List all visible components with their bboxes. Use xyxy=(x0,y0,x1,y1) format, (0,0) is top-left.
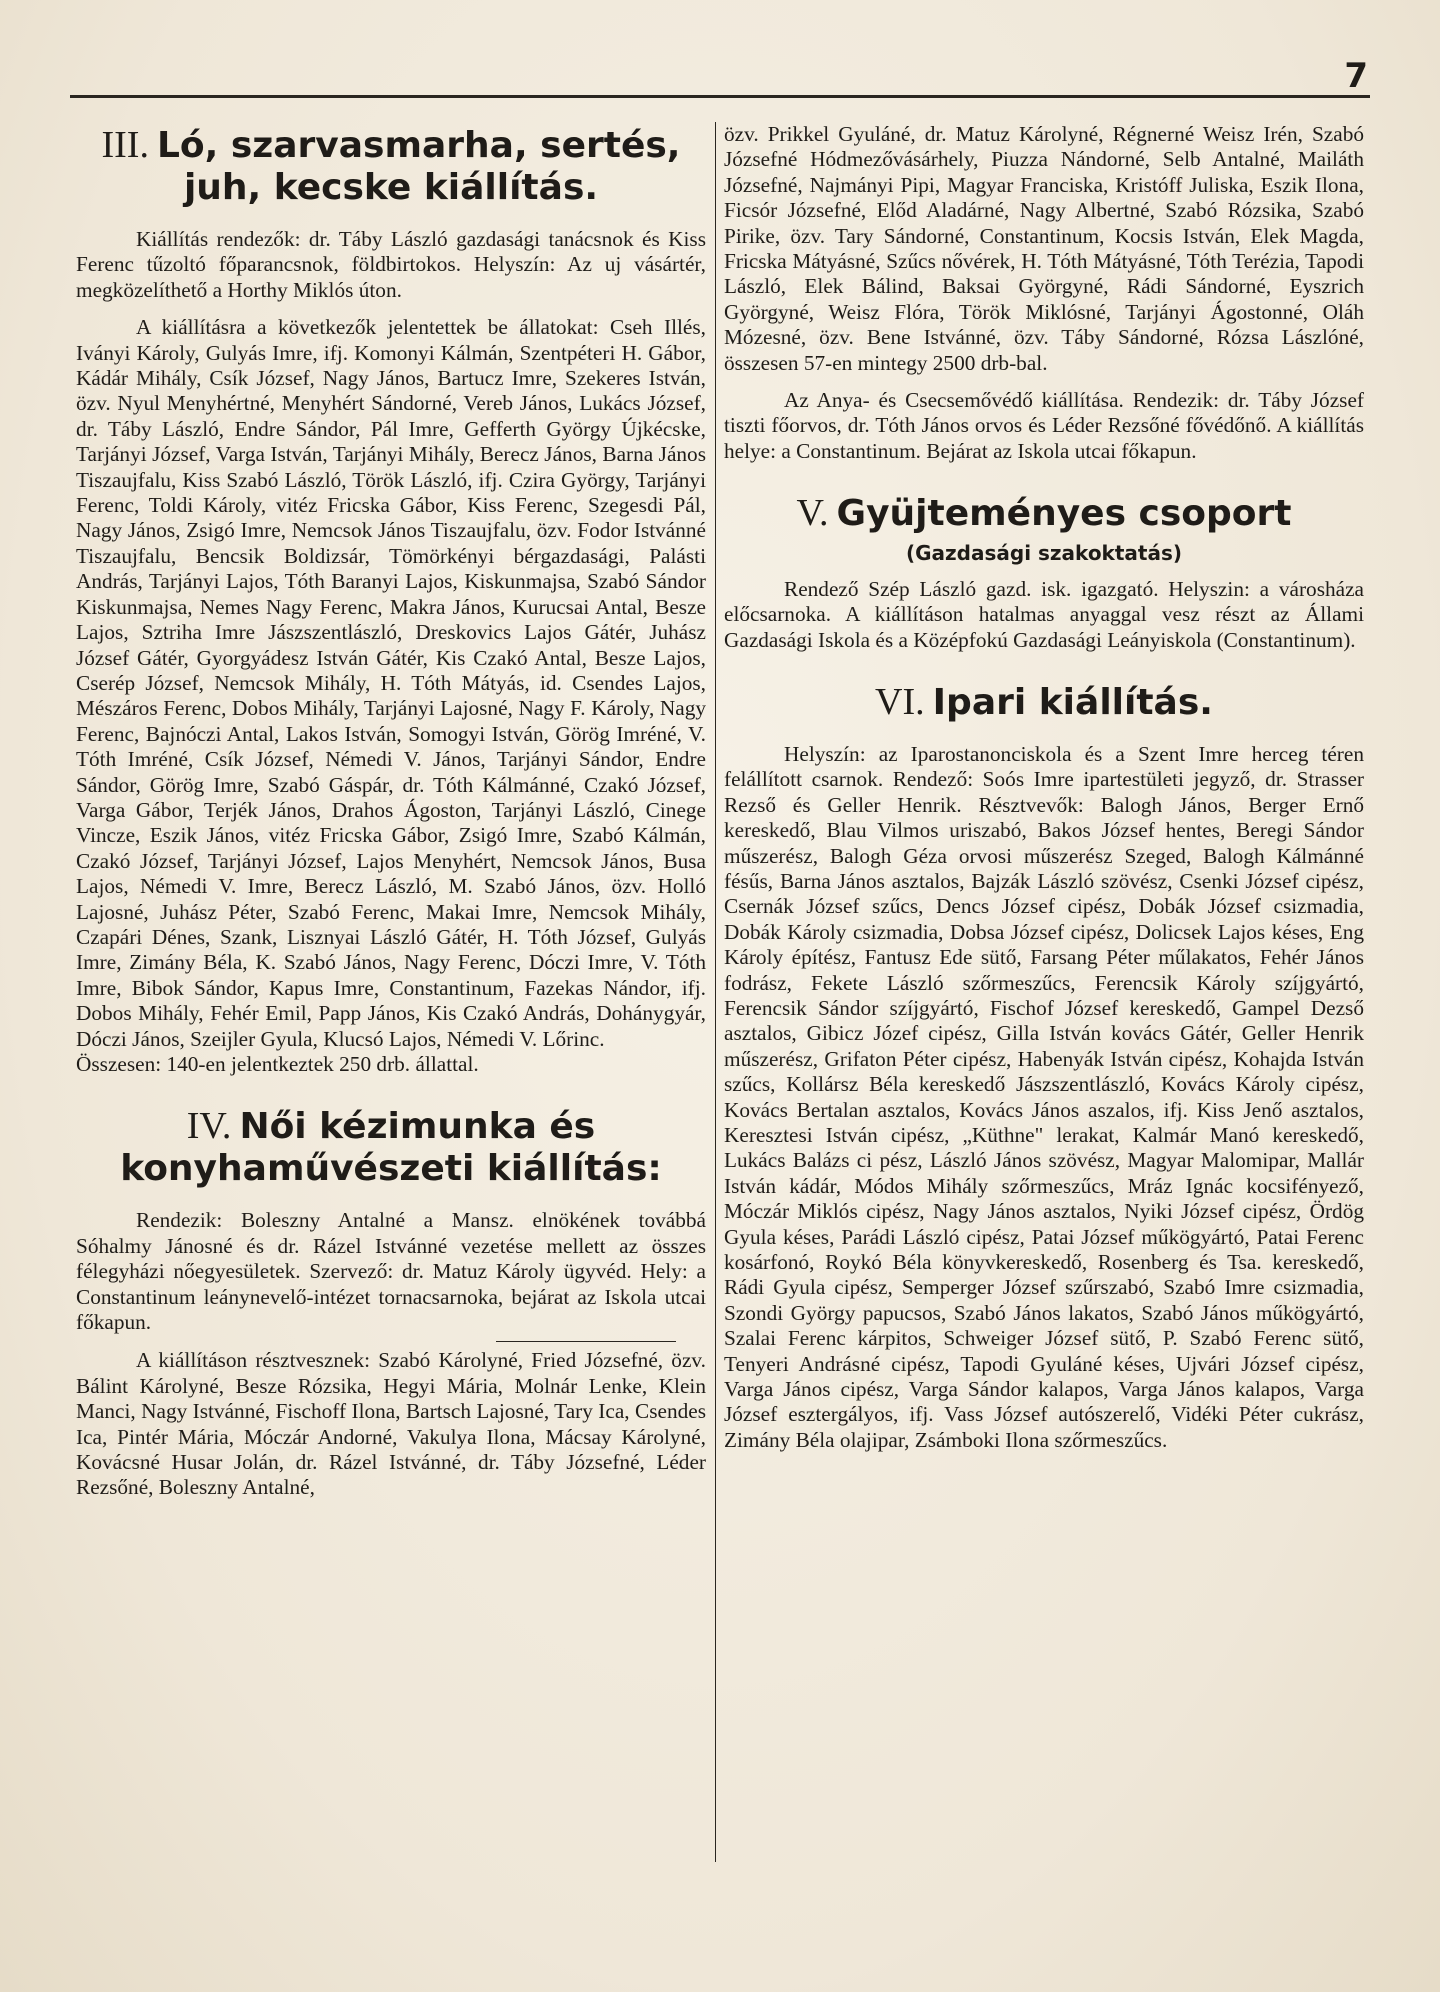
short-rule xyxy=(496,1341,676,1342)
section-3-title: Ló, szarvasmarha, sertés, juh, kecske kiállítás. xyxy=(156,125,681,208)
section-3-heading xyxy=(76,124,706,209)
section-5-subtitle: (Gazdasági szakoktatás) xyxy=(905,541,1183,566)
header-rule xyxy=(70,95,1370,98)
section-5-body: Rendező Szép László gazd. isk. igazgató. Helyszin: a városháza előcsarnoka. A kiállításon hatalmas anyaggal vesz részt az Állami Gazdasági Iskola és a Középfokú Gazdasági Leányiskola (Constantinum). xyxy=(724,576,1364,652)
page-number: 7 xyxy=(1344,56,1368,96)
section-3-participants: A kiállításra a következők jelentettek be állatokat: Cseh Illés, Iványi Károly, Gulyás Imre, ifj. Komonyi Kálmán, Szentpéteri H. Gábor, Kádár Mihály, Csík József, Nagy János, Bartucz Imre, Szekeres István, özv. Nyul Menyhértné, Menyhért Sándorné, Vereb János, Lukács József, dr. Táby László, Endre Sándor, Pál Imre, Gefferth György Újkécske, Tarjányi József, Varga István, Tarjányi Mihály, Berecz János, Barna János Tiszaujfalu, Kiss Szabó László, Török László, ifj. Czira György, Tarjányi Ferenc, Toldi Károly, vitéz Fricska Gábor, Kiss Ferenc, Szegesdi Pál, Nagy János, Zsigó Imre, Nemcsok János Tiszaujfalu, özv. Fodor Istvánné Tiszaujfalu, Bencsik Boldizsár, Tömörkényi bérgazdasági, Palásti András, Tarjányi Lajos, Tóth Baranyi Lajos, Kiskunmajsa, Szabó Sándor Kiskunmajsa, Nemes Nagy Ferenc, Makra János, Kurucsai Antal, Besze Lajos, Sztriha Imre Jászszentlászló, Dreskovics Lajos Gátér, Juhász József Gátér, Gyorgyádesz István Gátér, Kis Czakó Antal, Besze Lajos, Cserép József, Nemcsok Mihály, H. Tóth Mátyás, id. Csendes Lajos, Mészáros Ferenc, Dobos Mihály, Tarjányi Lajosné, Nagy F. Károly, Nagy Ferenc, Bajnóczi Antal, Lakos István, Somogyi István, Görög Imréné, V. Tóth Imréné, Csík József, Némedi V. János, Tarjányi Sándor, Endre Sándor, Görög Imre, Szabó Gáspár, dr. Tóth Kálmánné, Czakó József, Varga Gábor, Terjék János, Drahos Ágoston, Tarjányi László, Cinege Vincze, Eszik János, vitéz Fricska Gábor, Zsigó Imre, Szabó Kálmán, Czakó József, Tarjányi József, Lajos Menyhért, Nemcsok János, Busa Lajos, Némedi V. Imre, Berecz László, M. Szabó János, özv. Holló Lajosné, Juhász Péter, Szabó Ferenc, Makai Imre, Nemcsok Mihály, Czapári Dénes, Szank, Lisznyai László Gátér, H. Tóth József, Gulyás Imre, Zimány Béla, K. Szabó János, Nagy Ferenc, Dóczi Imre, V. Tóth Imre, Bibok Sándor, Kapus Imre, Constantinum, Fazekas Nándor, ifj. Dobos Mihály, Fehér Emil, Papp János, Kis Czakó András, Dohánygyár, Dóczi János, Szeijler Gyula, Klucsó Lajos, Némedi V. Lőrinc. xyxy=(76,315,706,1051)
section-4-organizers: Rendezik: Boleszny Antalné a Mansz. elnökének továbbá Sóhalmy Jánosné és dr. Rázel Istvánné vezetése mellett az összes félegyházi nőegyesületek. Szervező: dr. Matuz Károly ügyvéd. Hely: a Constantinum leánynevelő-intézet tornacsarnoka, bejárat az Iskola utcai főkapun. xyxy=(76,1208,706,1335)
section-4-number: IV. xyxy=(186,1105,232,1148)
mother-infant-exhibit: Az Anya- és Csecsemővédő kiállítása. Rendezik: dr. Táby József tiszti főorvos, dr. Tóth János orvos és Léder Rezsőné fővédőnő. A kiállítás helye: a Constantinum. Bejárat az Iskola utcai főkapun. xyxy=(724,388,1364,463)
right-column xyxy=(724,122,1364,1453)
section-4-title: Női kézimunka és konyhaművészeti kiállítás: xyxy=(120,1106,662,1190)
column-divider xyxy=(715,122,716,1862)
section-6-title: Ipari kiállítás. xyxy=(932,681,1213,723)
section-3-total: Összesen: 140-en jelentkeztek 250 drb. állattal. xyxy=(76,1052,479,1076)
section-4-heading xyxy=(76,1105,706,1190)
section-3-organizers: Kiállítás rendezők: dr. Táby László gazdasági tanácsnok és Kiss Ferenc tűzoltó főparancsnok, földbirtokos. Helyszín: Az uj vásártér, megközelíthető a Horthy Miklós úton. xyxy=(76,227,706,302)
section-6-heading xyxy=(724,681,1364,724)
section-5-heading xyxy=(724,492,1364,535)
section-6-number: VI. xyxy=(875,680,925,723)
section-4-participants: A kiállításon résztvesznek: Szabó Károlyné, Fried Józsefné, özv. Bálint Károlyné, Besze Rózsika, Hegyi Mária, Molnár Lenke, Klein Manci, Nagy Istvánné, Fischoff Ilona, Bartsch Lajosné, Tary Ica, Csendes Ica, Pintér Mária, Móczár Andorné, Vakulya Ilona, Mácsay Károlyné, Kovácsné Husar Jolán, dr. Rázel Istvánné, dr. Táby Józsefné, Léder Rezsőné, Boleszny Antalné, xyxy=(76,1348,706,1500)
section-6-body: Helyszín: az Iparostanonciskola és a Szent Imre herceg téren felállított csarnok. Rendező: Soós Imre ipartestületi jegyző, dr. Strasser Rezső és Geller Henrik. Résztvevők: Balogh János, Berger Ernő kereskedő, Blau Vilmos uriszabó, Bakos József hentes, Beregi Sándor műszerész, Balogh Géza orvosi műszerész Szeged, Balogh Kálmánné fésűs, Barna János asztalos, Bajzák László szövész, Csenki József cipész, Csernák József szűcs, Dencs József cipész, Dobák József csizmadia, Dobák Károly csizmadia, Dobsa József cipész, Dolicsek Lajos késes, Eng Károly építész, Fantusz Ede sütő, Farsang Péter műlakatos, Fehér János fodrász, Fekete László szőrmeszűcs, Ferencsik Károly szíjgyártó, Ferencsik Sándor szíjgyártó, Fischof József kereskedő, Gampel Dezső asztalos, Gibicz Józef cipész, Gilla István kovács Gátér, Geller Henrik műszerész, Grifaton Péter cipész, Habenyák István cipész, Kohajda István szűcs, Kollársz Béla kereskedő Jászszentlászló, Kovács Károly cipész, Kovács Bertalan asztalos, Kovács János aszalos, ifj. Kiss Jenő asztalos, Keresztesi István cipész, „Küthne" lerakat, Kalmár Manó kereskedő, Lukács Balázs ci pész, László János szövész, Magyar Malomipar, Mallár István kádár, Módos Mihály szőrmeszűcs, Mráz Ignác kocsifényező, Móczár Miklós cipész, Nagy János asztalos, Nyiki József cipész, Ördög Gyula késes, Parádi László cipész, Patai József műkögyártó, Patai Ferenc kosárfonó, Roykó Béla könyvkereskedő, Rosenberg és Tsa. kereskedő, Rádi Gyula cipész, Semperger József szűrszabó, Szabó Imre csizmadia, Szondi György papucsos, Szabó János lakatos, Szabó János műkögyártó, Szalai Ferenc kárpitos, Schweiger József sütő, P. Szabó Ferenc sütő, Tenyeri Andrásné cipész, Tapodi Gyuláné késes, Ujvári József cipész, Varga János cipész, Varga Sándor kalapos, Varga János kalapos, Varga József esztergályos, ifj. Vass József autószerelő, Vidéki Péter cukrász, Zimány Béla olajipar, Zsámboki Ilona szőrmeszűcs. xyxy=(724,741,1364,1452)
section-5-title: Gyüjteményes csoport xyxy=(836,493,1292,535)
left-column xyxy=(76,122,706,1501)
section-4-participants-continued: özv. Prikkel Gyuláné, dr. Matuz Károlyné, Régnerné Weisz Irén, Szabó Józsefné Hódmezővásárhely, Piuzza Nándorné, Selb Antalné, Mailáth Józsefné, Najmányi Pipi, Magyar Franciska, Kristóff Juliska, Eszik Ilona, Ficsór Józsefné, Előd Aladárné, Nagy Albertné, Szabó Rózsika, Szabó Pirike, özv. Tary Sándorné, Constantinum, Kocsis István, Elek Magda, Fricska Mátyásné, Szűcs nővérek, H. Tóth Mátyásné, Tóth Terézia, Tapodi László, Elek Bálind, Baksai Györgyné, Rádi Sándorné, Eyszrich Györgyné, Weisz Flóra, Török Miklósné, Tarjányi Ágostonné, Oláh Mózesné, özv. Bene Istvánné, özv. Táby Sándorné, Rózsa Lászlóné, összesen 57-en mintegy 2500 drb-bal. xyxy=(724,122,1364,375)
section-3-number: III. xyxy=(101,124,149,166)
section-5-number: V. xyxy=(796,492,829,535)
